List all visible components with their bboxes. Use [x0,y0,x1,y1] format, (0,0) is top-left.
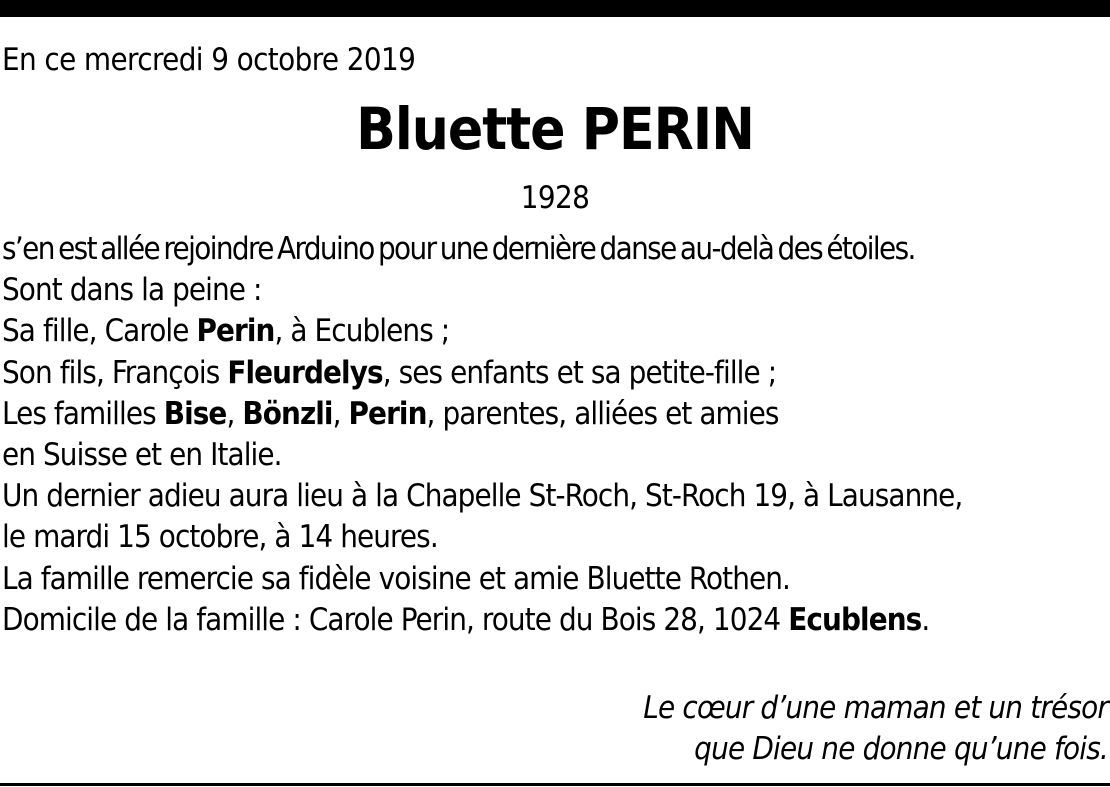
text-segment: , [226,395,243,432]
notice-line [2,353,1110,394]
quote-line: que Dieu ne donne qu’une fois. [694,731,1108,767]
notice-line [2,600,1110,641]
notice-line [2,517,1110,558]
text-segment: Domicile de la famille : Carole Perin, route du Bois 28, 1024 [2,601,789,638]
notice-line [2,559,1110,600]
text-segment: Son fils, François [2,354,228,391]
bold-name-segment: Ecublens [788,601,922,638]
deceased-name: Bluette PERIN [356,95,754,163]
notice-line [2,311,1110,352]
text-segment: , ses enfants et sa petite-fille ; [382,354,777,391]
text-segment: , [332,395,349,432]
text-segment: , à Ecublens ; [274,313,450,350]
text-segment: s’en est allée rejoindre Arduino pour une dernière danse au-delà des étoiles. [2,231,915,267]
text-segment: La famille remercie sa fidèle voisine et amie Bluette Rothen. [2,560,790,597]
bottom-rule [0,783,1110,786]
bold-name-segment: Perin [196,313,275,350]
text-segment: , parentes, alliées et amies [426,395,779,432]
notice-body [2,229,1110,641]
text-segment: . [921,601,930,638]
dateline: En ce mercredi 9 octobre 2019 [2,42,416,78]
notice-line [2,229,1110,270]
quote-line: Le cœur d’une maman et un trésor [643,690,1108,726]
bold-name-segment: Fleurdelys [227,354,383,391]
text-segment: Sont dans la peine : [2,272,262,309]
birth-year: 1928 [520,180,590,216]
bold-name-segment: Bönzli [242,395,333,432]
text-segment: Un dernier adieu aura lieu à la Chapelle St-Roch, St-Roch 19, à Lausanne, [2,478,963,515]
notice-line [2,476,1110,517]
notice-line [2,435,1110,476]
notice-line [2,394,1110,435]
text-segment: Les familles [2,395,164,432]
text-segment: en Suisse et en Italie. [2,437,282,474]
closing-quote [643,688,1108,770]
top-rule [0,0,1110,17]
text-segment: Sa fille, Carole [2,313,197,350]
bold-name-segment: Bise [163,395,227,432]
bold-name-segment: Perin [348,395,427,432]
text-segment: le mardi 15 octobre, à 14 heures. [2,519,438,556]
notice-line [2,270,1110,311]
